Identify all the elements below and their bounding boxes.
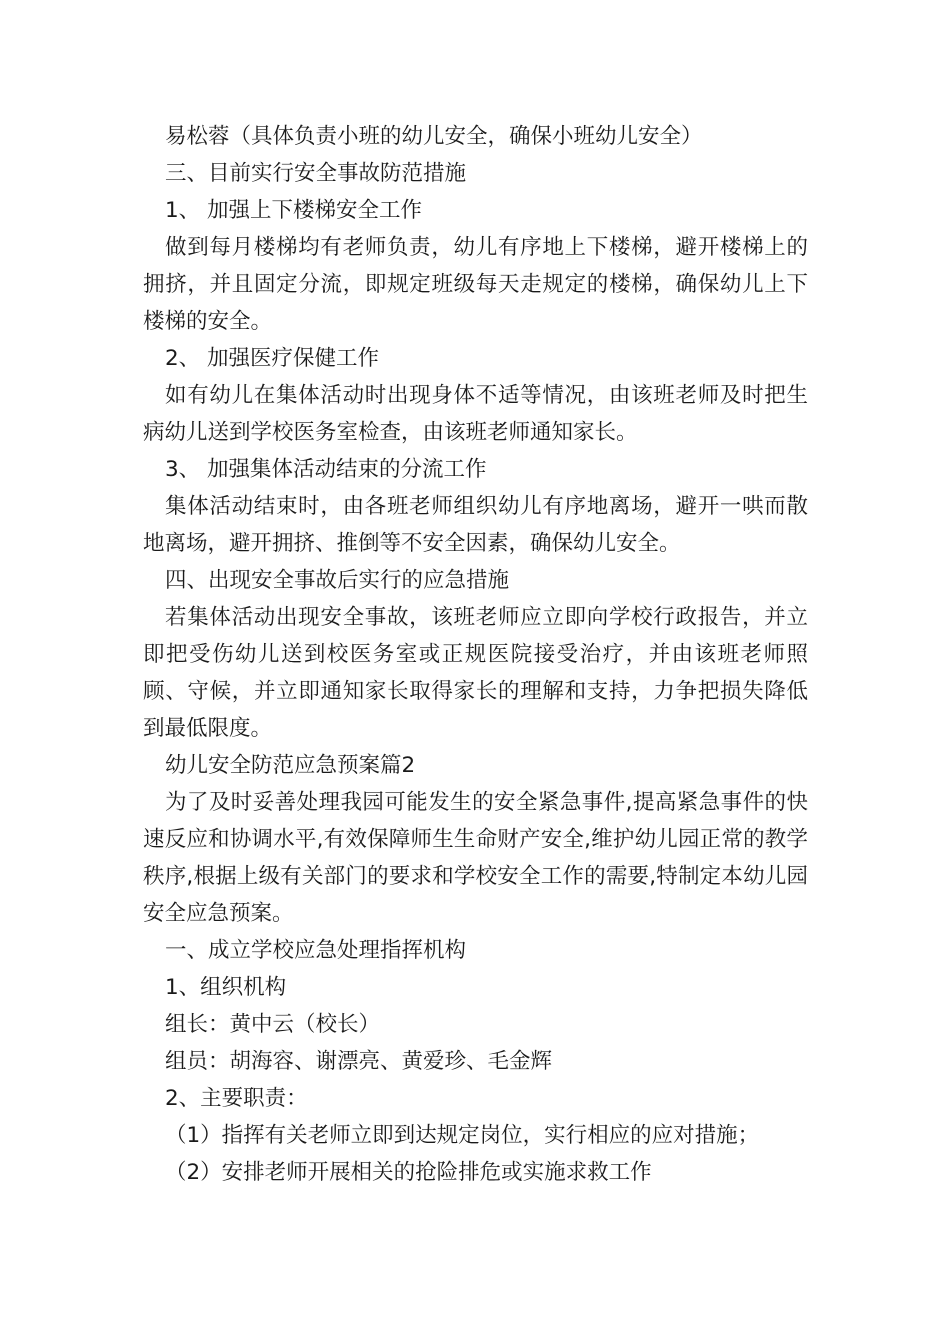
paragraph-small-class-responsible: 易松蓉（具体负责小班的幼儿安全，确保小班幼儿安全） [165,124,703,149]
document-body [143,118,808,1191]
team-members-line: 组员：胡海容、谢漂亮、黄爱珍、毛金辉 [165,1049,553,1074]
paragraph-medical-care: 如有幼儿在集体活动时出现身体不适等情况，由该班老师及时把生病幼儿送到学校医务室检查，由该班老师通知家长。 [143,383,808,445]
paragraph-stairs-safety: 做到每月楼梯均有老师负责，幼儿有序地上下楼梯，避开楼梯上的拥挤，并且固定分流，即规定班级每天走规定的楼梯，确保幼儿上下楼梯的安全。 [143,235,808,334]
section-heading-emergency-measures: 四、出现安全事故后实行的应急措施 [165,568,510,593]
subheading-organization: 1、组织机构 [165,975,287,1000]
paragraph-emergency-measures: 若集体活动出现安全事故，该班老师应立即向学校行政报告，并立即把受伤幼儿送到校医务室或正规医院接受治疗，并由该班老师照顾、守候，并立即通知家长取得家长的理解和支持，力争把损失降低到最低限度。 [143,605,808,741]
subheading-medical-care: 2、 加强医疗保健工作 [165,346,380,371]
subheading-stairs-safety: 1、 加强上下楼梯安全工作 [165,198,423,223]
duty-item-2: （2）安排老师开展相关的抢险排危或实施求救工作 [165,1160,652,1185]
article-title-part-2: 幼儿安全防范应急预案篇2 [165,753,416,778]
section-heading-command-structure: 一、成立学校应急处理指挥机构 [165,938,467,963]
section-heading-prevention-measures: 三、目前实行安全事故防范措施 [165,161,467,186]
duty-item-1: （1）指挥有关老师立即到达规定岗位，实行相应的应对措施； [165,1123,760,1148]
paragraph-activity-dispersal: 集体活动结束时，由各班老师组织幼儿有序地离场，避开一哄而散地离场，避开拥挤、推倒等不安全因素，确保幼儿安全。 [143,494,808,556]
subheading-main-duties: 2、主要职责： [165,1086,308,1111]
team-leader-line: 组长：黄中云（校长） [165,1012,381,1037]
paragraph-plan-purpose: 为了及时妥善处理我园可能发生的安全紧急事件,提高紧急事件的快速反应和协调水平,有效保障师生生命财产安全,维护幼儿园正常的教学秩序,根据上级有关部门的要求和学校安全工作的需要,特制定本幼儿园安全应急预案。 [143,790,808,926]
subheading-activity-dispersal: 3、 加强集体活动结束的分流工作 [165,457,487,482]
